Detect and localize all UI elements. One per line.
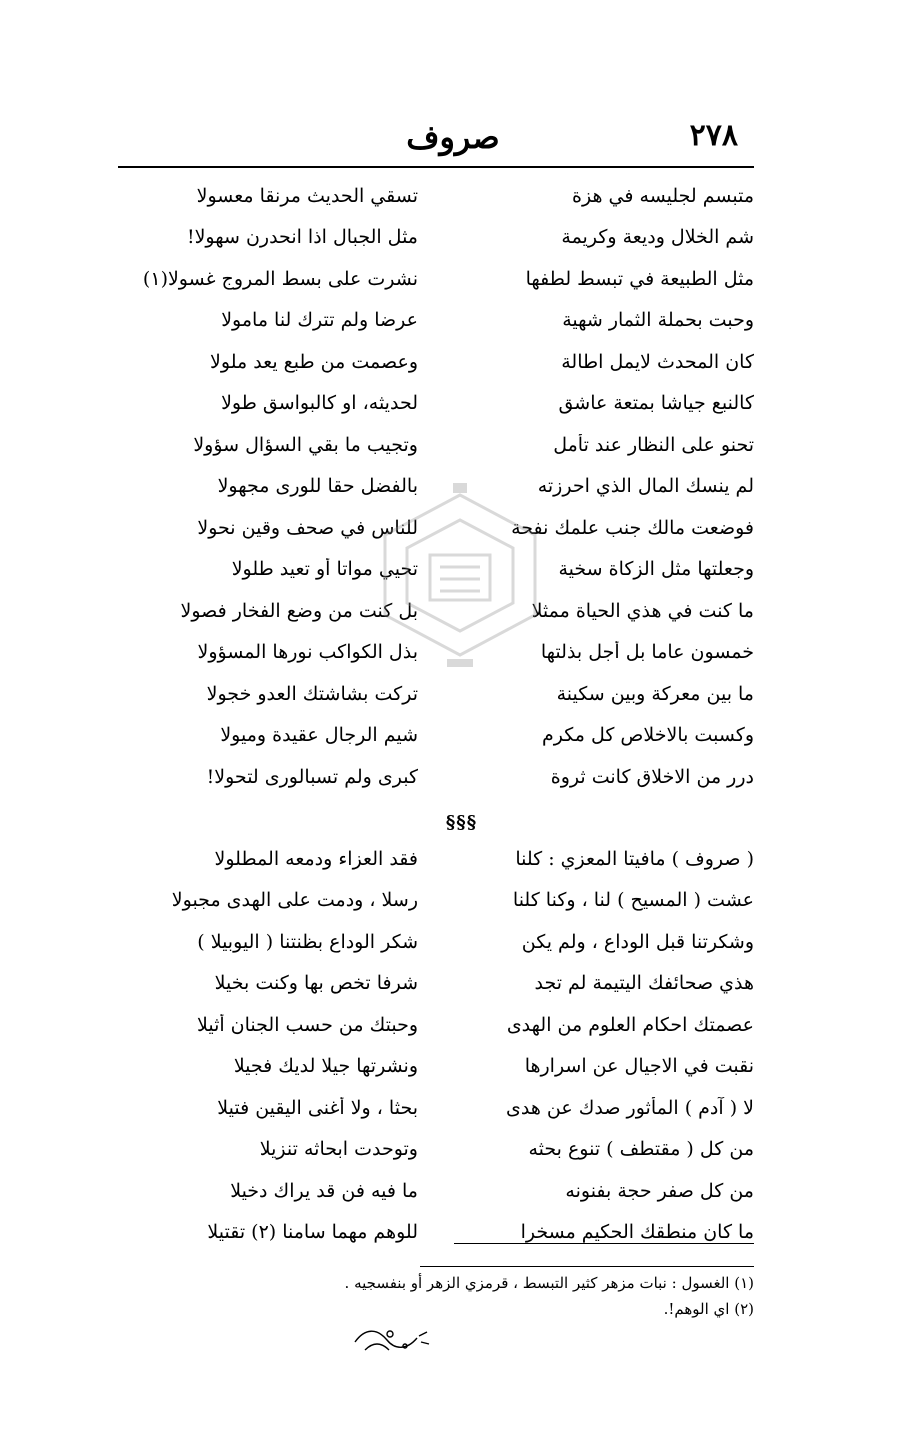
verse-second-hemistich: ونشرتها جيلا لديك فجيلا <box>233 1055 418 1078</box>
verse-first-hemistich: نقبت في الاجيال عن اسرارها <box>524 1055 754 1078</box>
verse-second-hemistich: لحديثه، او كالبواسق طولا <box>221 392 418 415</box>
verse-second-hemistich: للوهم مهما سامنا (٢) تقتيلا <box>207 1221 418 1244</box>
verse-line <box>118 1004 754 1046</box>
verse-second-hemistich: مثل الجبال اذا انحدرن سهولا! <box>186 226 418 249</box>
footnotes <box>200 1270 754 1322</box>
verse-line <box>118 756 754 798</box>
verse-first-hemistich: خمسون عاما بل أجل بذلتها <box>540 641 754 664</box>
verse-second-hemistich: فقد العزاء ودمعه المطلولا <box>214 847 418 870</box>
verse-first-hemistich: عصمتك احكام العلوم من الهدى <box>506 1013 754 1036</box>
verse-line <box>118 1087 754 1129</box>
verse-second-hemistich: للناس في صحف وقين نحولا <box>197 516 418 539</box>
verse-second-hemistich: عرضا ولم تترك لنا مامولا <box>221 309 418 332</box>
verse-second-hemistich: ما فيه فن قد يراك دخيلا <box>230 1179 418 1202</box>
verse-second-hemistich: كبرى ولم تسبالورى لتحولا! <box>206 765 418 788</box>
footnote-rule <box>420 1266 754 1267</box>
verse-first-hemistich: تحنو على النظار عند تأمل <box>553 433 754 456</box>
verse-second-hemistich: وتجيب ما بقي السؤال سؤولا <box>193 433 418 456</box>
page-header <box>118 118 738 162</box>
footnote-1: (١) الغسول : نبات مزهر كثير التبسط ، قرمزي الزهر أو بنفسجيه . <box>344 1274 754 1292</box>
verse-second-hemistich: شكر الوداع بظنتنا ( اليوبيلا ) <box>197 930 418 953</box>
verse-line <box>118 217 754 259</box>
verse-line <box>118 1129 754 1171</box>
verse-first-hemistich: ما كنت في هذي الحياة ممثلا <box>531 599 754 622</box>
verse-second-hemistich: وحبتك من حسب الجنان أثيلا <box>197 1013 418 1036</box>
verse-line <box>118 1212 754 1254</box>
verse-second-hemistich: شيم الرجال عقيدة وميولا <box>220 724 418 747</box>
verse-line <box>118 383 754 425</box>
verse-first-hemistich: ( صروف ) مافيتا المعزي : كلنا <box>515 847 754 870</box>
verse-line <box>118 424 754 466</box>
library-seal-watermark <box>335 475 585 705</box>
verse-first-hemistich: لا ( آدم ) المأثور صدك عن هدى <box>506 1096 754 1119</box>
verse-line <box>118 963 754 1005</box>
verse-first-hemistich: هذي صحائفك اليتيمة لم تجد <box>534 972 754 995</box>
verse-second-hemistich: شرفا تخص بها وكنت بخيلا <box>214 972 418 995</box>
verse-first-hemistich: شم الخلال وديعة وكريمة <box>561 226 754 249</box>
verse-line <box>118 1046 754 1088</box>
page-number: ٢٧٨ <box>689 118 738 153</box>
page-ornament <box>345 1320 435 1360</box>
verse-second-hemistich: وتوحدت ابحاثه تنزيلا <box>259 1138 418 1161</box>
verse-line <box>118 880 754 922</box>
verse-line <box>118 300 754 342</box>
verse-first-hemistich: وحبت بحملة الثمار شهية <box>562 309 754 332</box>
verse-first-hemistich: لم ينسك المال الذي احرزته <box>537 475 754 498</box>
verse-second-hemistich: بذل الكواكب نورها المسؤولا <box>197 641 418 664</box>
verse-second-hemistich: نشرت على بسط المروج غسولا(١) <box>142 267 418 290</box>
verse-first-hemistich: من كل صفر حجة بفنونه <box>565 1179 754 1202</box>
poem-section-2 <box>118 838 754 1253</box>
verse-second-hemistich: رسلا ، ودمت على الهدى مجبولا <box>171 889 418 912</box>
verse-line <box>118 838 754 880</box>
running-title: صروف <box>406 118 500 156</box>
footnote-2: (٢) اي الوهم!. <box>663 1300 754 1318</box>
verse-first-hemistich: كالنبع جياشا بمتعة عاشق <box>558 392 754 415</box>
verse-line <box>118 258 754 300</box>
verse-first-hemistich: متبسم لجليسه في هزة <box>572 184 754 207</box>
verse-line <box>118 341 754 383</box>
verse-second-hemistich: بالفضل حقا للورى مجهولا <box>217 475 418 498</box>
verse-first-hemistich: وشكرتنا قبل الوداع ، ولم يكن <box>521 930 754 953</box>
verse-second-hemistich: تحيي مواتا أو تعيد طلولا <box>231 558 418 581</box>
verse-second-hemistich: بل كنت من وضع الفخار فصولا <box>180 599 418 622</box>
header-rule <box>118 166 754 168</box>
verse-first-hemistich: عشت ( المسيح ) لنا ، وكنا كلنا <box>512 889 754 912</box>
verse-second-hemistich: تسقي الحديث مرنقا معسولا <box>196 184 418 207</box>
verse-second-hemistich: وعصمت من طبع يعد ملولا <box>210 350 418 373</box>
verse-first-hemistich: ما بين معركة وبين سكينة <box>556 682 754 705</box>
verse-first-hemistich: وكسبت بالاخلاص كل مكرم <box>542 724 754 747</box>
verse-first-hemistich: مثل الطبيعة في تبسط لطفها <box>525 267 754 290</box>
verse-first-hemistich: من كل ( مقتطف ) تنوع بحثه <box>528 1138 754 1161</box>
verse-line <box>118 715 754 757</box>
verse-first-hemistich: فوضعت مالك جنب علمك نفحة <box>511 516 754 539</box>
verse-line <box>118 921 754 963</box>
verse-line <box>118 1170 754 1212</box>
verse-second-hemistich: تركت بشاشتك العدو خجولا <box>206 682 418 705</box>
section-separator: §§§ <box>445 812 478 833</box>
verse-second-hemistich: بحثا ، ولا أغنى اليقين فتيلا <box>217 1096 418 1119</box>
verse-first-hemistich: ما كان منطقك الحكيم مسخرا <box>454 1221 754 1244</box>
verse-first-hemistich: درر من الاخلاق كانت ثروة <box>550 765 754 788</box>
verse-first-hemistich: وجعلتها مثل الزكاة سخية <box>558 558 754 581</box>
verse-line <box>118 175 754 217</box>
verse-first-hemistich: كان المحدث لايمل اطالة <box>561 350 754 373</box>
